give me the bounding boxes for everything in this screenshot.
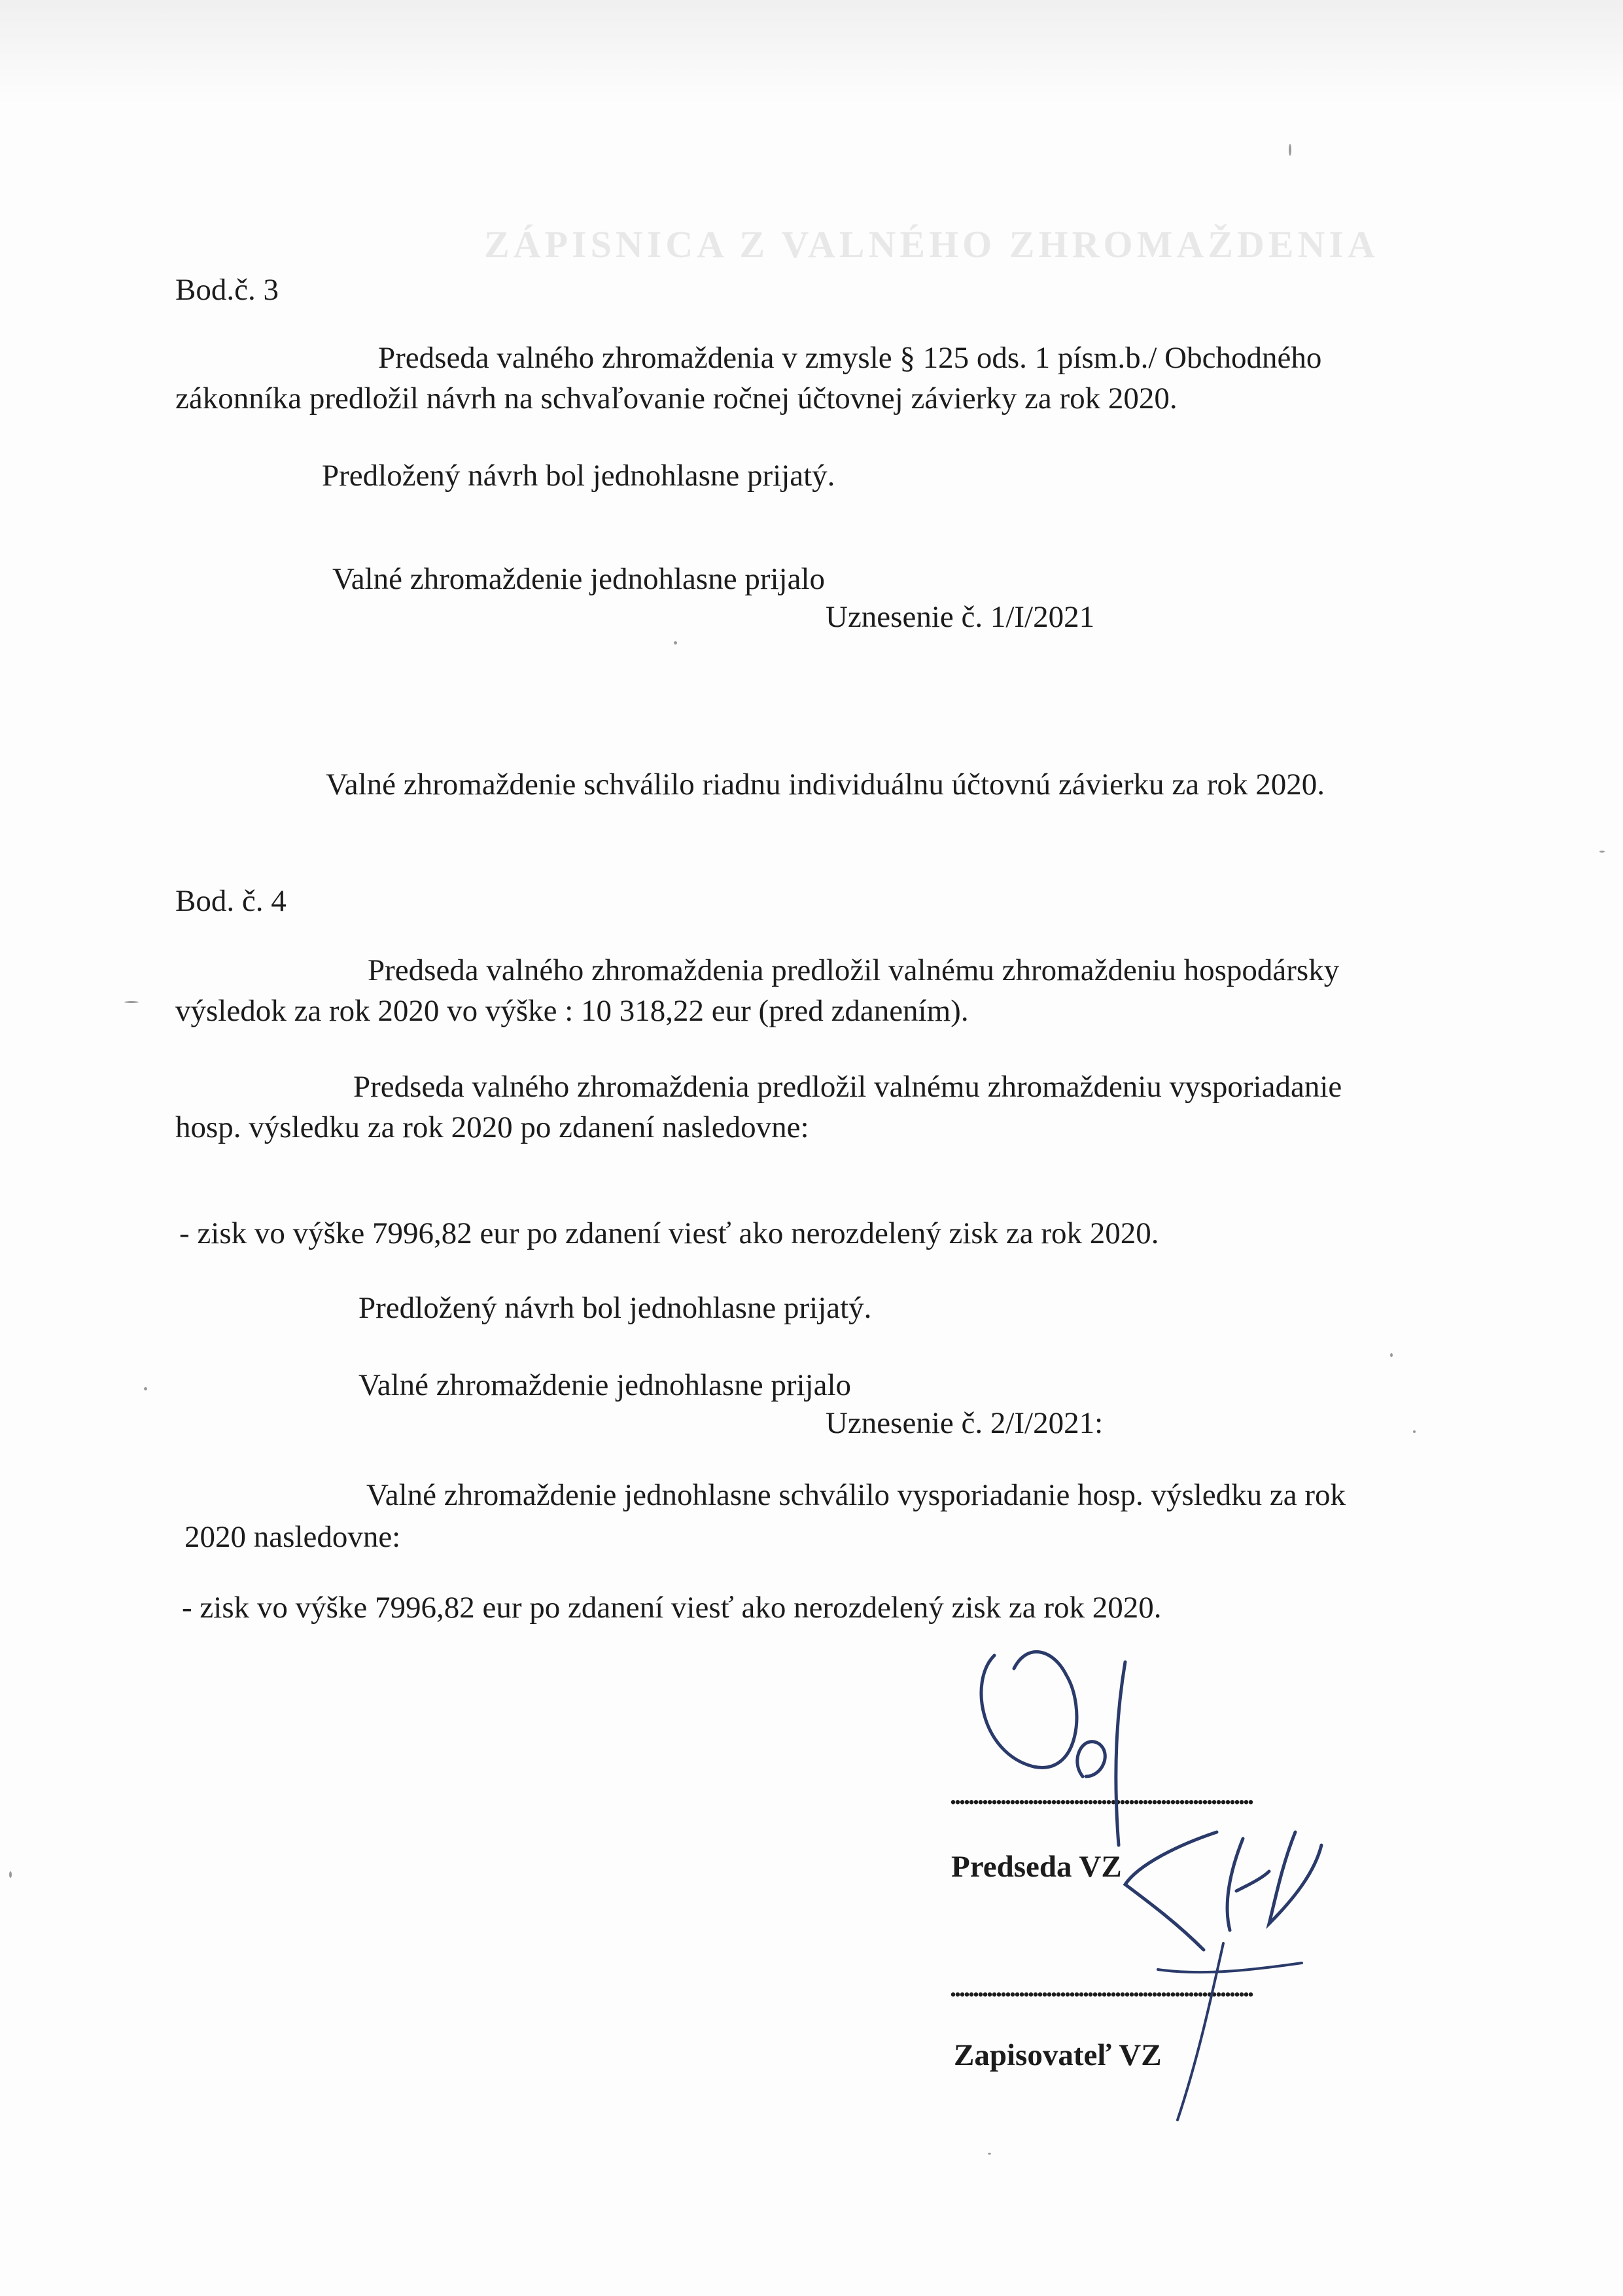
section-3-heading: Bod.č. 3 bbox=[175, 273, 279, 307]
section-3-result: Valné zhromaždenie schválilo riadnu individuálnu účtovnú závierku za rok 2020. bbox=[326, 768, 1325, 802]
section-4-result-line-2: 2020 nasledovne: bbox=[184, 1520, 401, 1554]
scan-speck bbox=[1289, 144, 1291, 156]
section-4-result-line-1: Valné zhromaždenie jednohlasne schválilo vysporiadanie hosp. výsledku za rok bbox=[366, 1478, 1346, 1512]
section-3-para-line-1: Predseda valného zhromaždenia v zmysle § 125 ods. 1 písm.b./ Obchodného bbox=[378, 341, 1322, 375]
recorder-signature-line: .................................................................. bbox=[950, 1975, 1252, 2001]
scan-speck bbox=[9, 1871, 12, 1878]
section-4-para1-line-1: Predseda valného zhromaždenia predložil valnému zhromaždeniu hospodársky bbox=[368, 953, 1340, 987]
recorder-label: Zapisovateľ VZ bbox=[954, 2038, 1162, 2072]
section-4-approved: Predložený návrh bol jednohlasne prijatý. bbox=[358, 1291, 872, 1325]
scan-speck bbox=[1390, 1353, 1393, 1357]
section-3-resolution: Uznesenie č. 1/I/2021 bbox=[826, 600, 1095, 634]
scan-speck bbox=[144, 1387, 147, 1390]
scan-speck bbox=[674, 641, 677, 645]
section-4-para2-line-2: hosp. výsledku za rok 2020 po zdanení nasledovne: bbox=[175, 1110, 809, 1144]
scan-speck bbox=[1413, 1430, 1416, 1433]
section-4-bullet-1: - zisk vo výške 7996,82 eur po zdanení viesť ako nerozdelený zisk za rok 2020. bbox=[179, 1216, 1159, 1250]
faded-heading: ZÁPISNICA Z VALNÉHO ZHROMAŽDENIA bbox=[484, 223, 1379, 266]
scan-shadow bbox=[0, 0, 1623, 105]
section-3-adopted: Valné zhromaždenie jednohlasne prijalo bbox=[332, 562, 826, 596]
scan-speck bbox=[1599, 851, 1605, 853]
recorder-signature bbox=[1099, 1819, 1348, 2133]
section-3-para-line-2: zákonníka predložil návrh na schvaľovanie ročnej účtovnej závierky za rok 2020. bbox=[175, 381, 1178, 415]
section-4-para1-line-2: výsledok za rok 2020 vo výške : 10 318,22 eur (pred zdanením). bbox=[175, 994, 969, 1028]
chairman-signature-line: .................................................................. bbox=[950, 1782, 1252, 1809]
section-4-bullet-2: - zisk vo výške 7996,82 eur po zdanení viesť ako nerozdelený zisk za rok 2020. bbox=[182, 1591, 1162, 1625]
scan-speck bbox=[124, 1001, 139, 1003]
chairman-label: Predseda VZ bbox=[951, 1850, 1122, 1884]
scan-speck bbox=[988, 2153, 991, 2155]
section-3-approved: Predložený návrh bol jednohlasne prijatý. bbox=[322, 459, 835, 493]
section-4-resolution: Uznesenie č. 2/I/2021: bbox=[826, 1406, 1104, 1440]
section-4-para2-line-1: Predseda valného zhromaždenia predložil valnému zhromaždeniu vysporiadanie bbox=[353, 1070, 1342, 1104]
section-4-heading: Bod. č. 4 bbox=[175, 884, 287, 918]
section-4-adopted: Valné zhromaždenie jednohlasne prijalo bbox=[358, 1368, 852, 1402]
